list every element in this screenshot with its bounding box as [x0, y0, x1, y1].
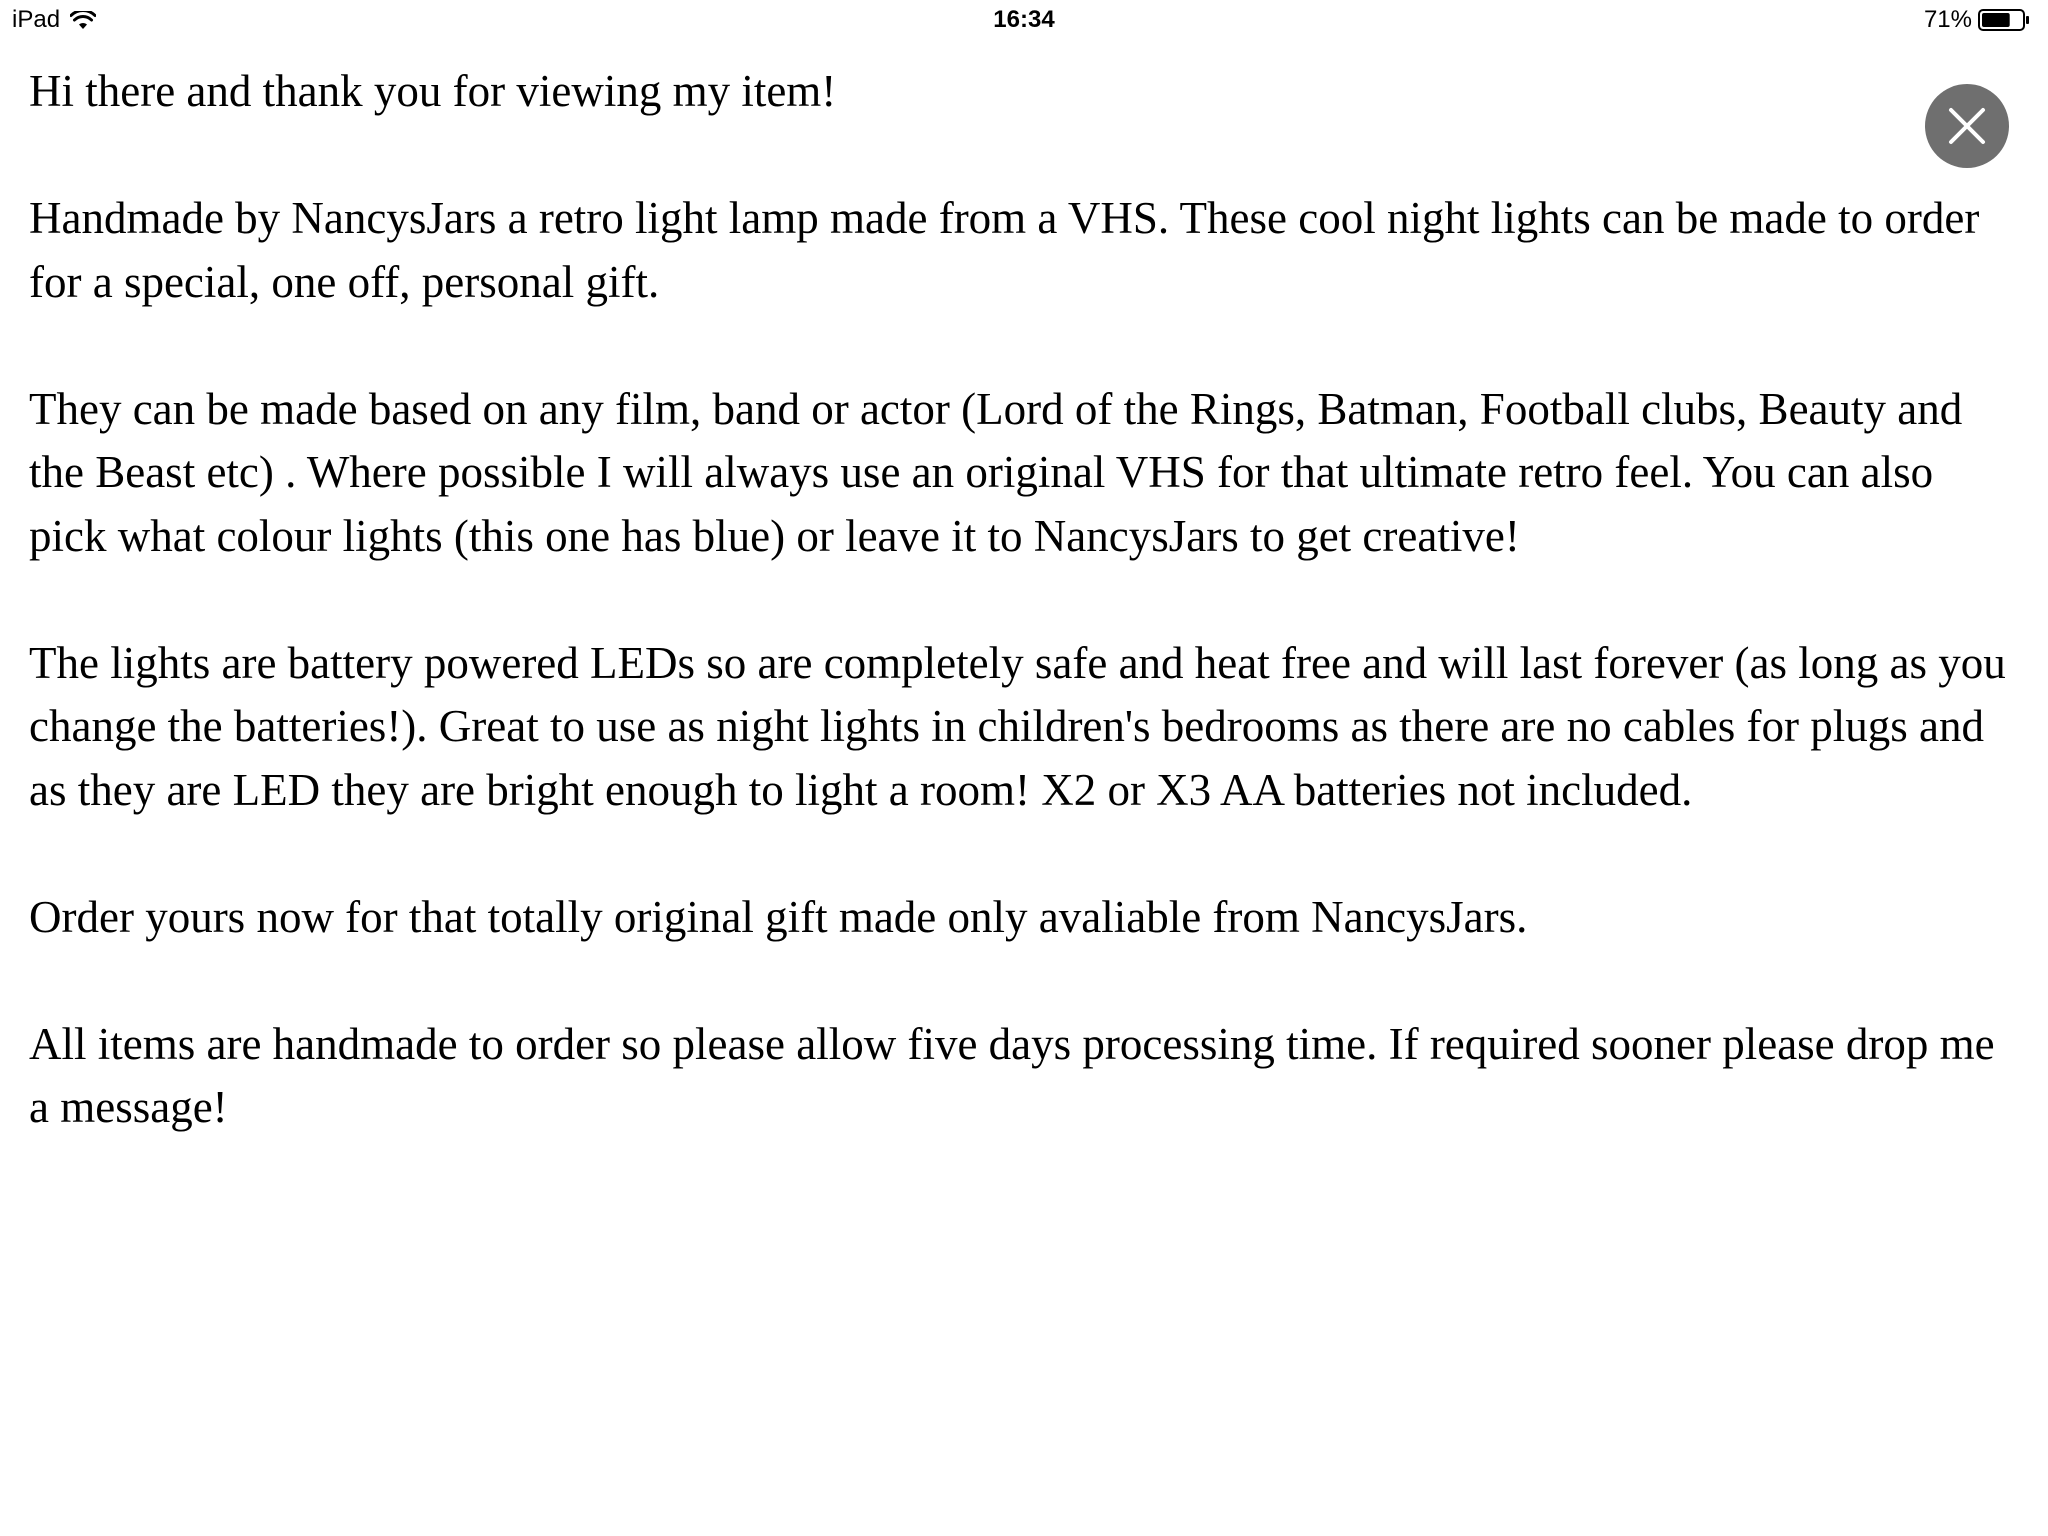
- description-paragraph: They can be made based on any film, band or actor (Lord of the Rings, Batman, Football clubs, Beauty and the Beast etc) . Where possible I will always use an original VHS for that ultimate retro feel. You can also pick what colour lights (this one has blue) or leave it to NancysJars to get creative!: [29, 383, 1963, 561]
- status-right: [1924, 6, 2030, 34]
- close-button[interactable]: [1925, 84, 2009, 168]
- description-paragraph: Order yours now for that totally original gift made only avaliable from NancysJars.: [29, 891, 1528, 942]
- close-icon: [1945, 104, 1989, 148]
- status-time: 16:34: [993, 6, 1055, 33]
- description-paragraph: All items are handmade to order so please allow five days processing time. If required sooner please drop me a message!: [29, 1018, 1995, 1132]
- description-paragraph: The lights are battery powered LEDs so are completely safe and heat free and will last forever (as long as you change the batteries!). Great to use as night lights in children's bedrooms as there are no cables for plugs and as they are LED they are bright enough to light a room! X2 or X3 AA batteries not included.: [29, 637, 2006, 815]
- device-name: iPad: [12, 6, 61, 33]
- battery-fill: [1982, 13, 2010, 27]
- description-paragraph: Hi there and thank you for viewing my item!: [29, 66, 837, 116]
- status-bar: [0, 0, 2048, 40]
- battery-percent: 71%: [1923, 6, 1972, 33]
- description-paragraph: Handmade by NancysJars a retro light lamp made from a VHS. These cool night lights can be made to order for a special, one off, personal gift.: [29, 193, 1980, 307]
- battery-icon: [1978, 9, 2030, 31]
- item-description: [29, 60, 2019, 1203]
